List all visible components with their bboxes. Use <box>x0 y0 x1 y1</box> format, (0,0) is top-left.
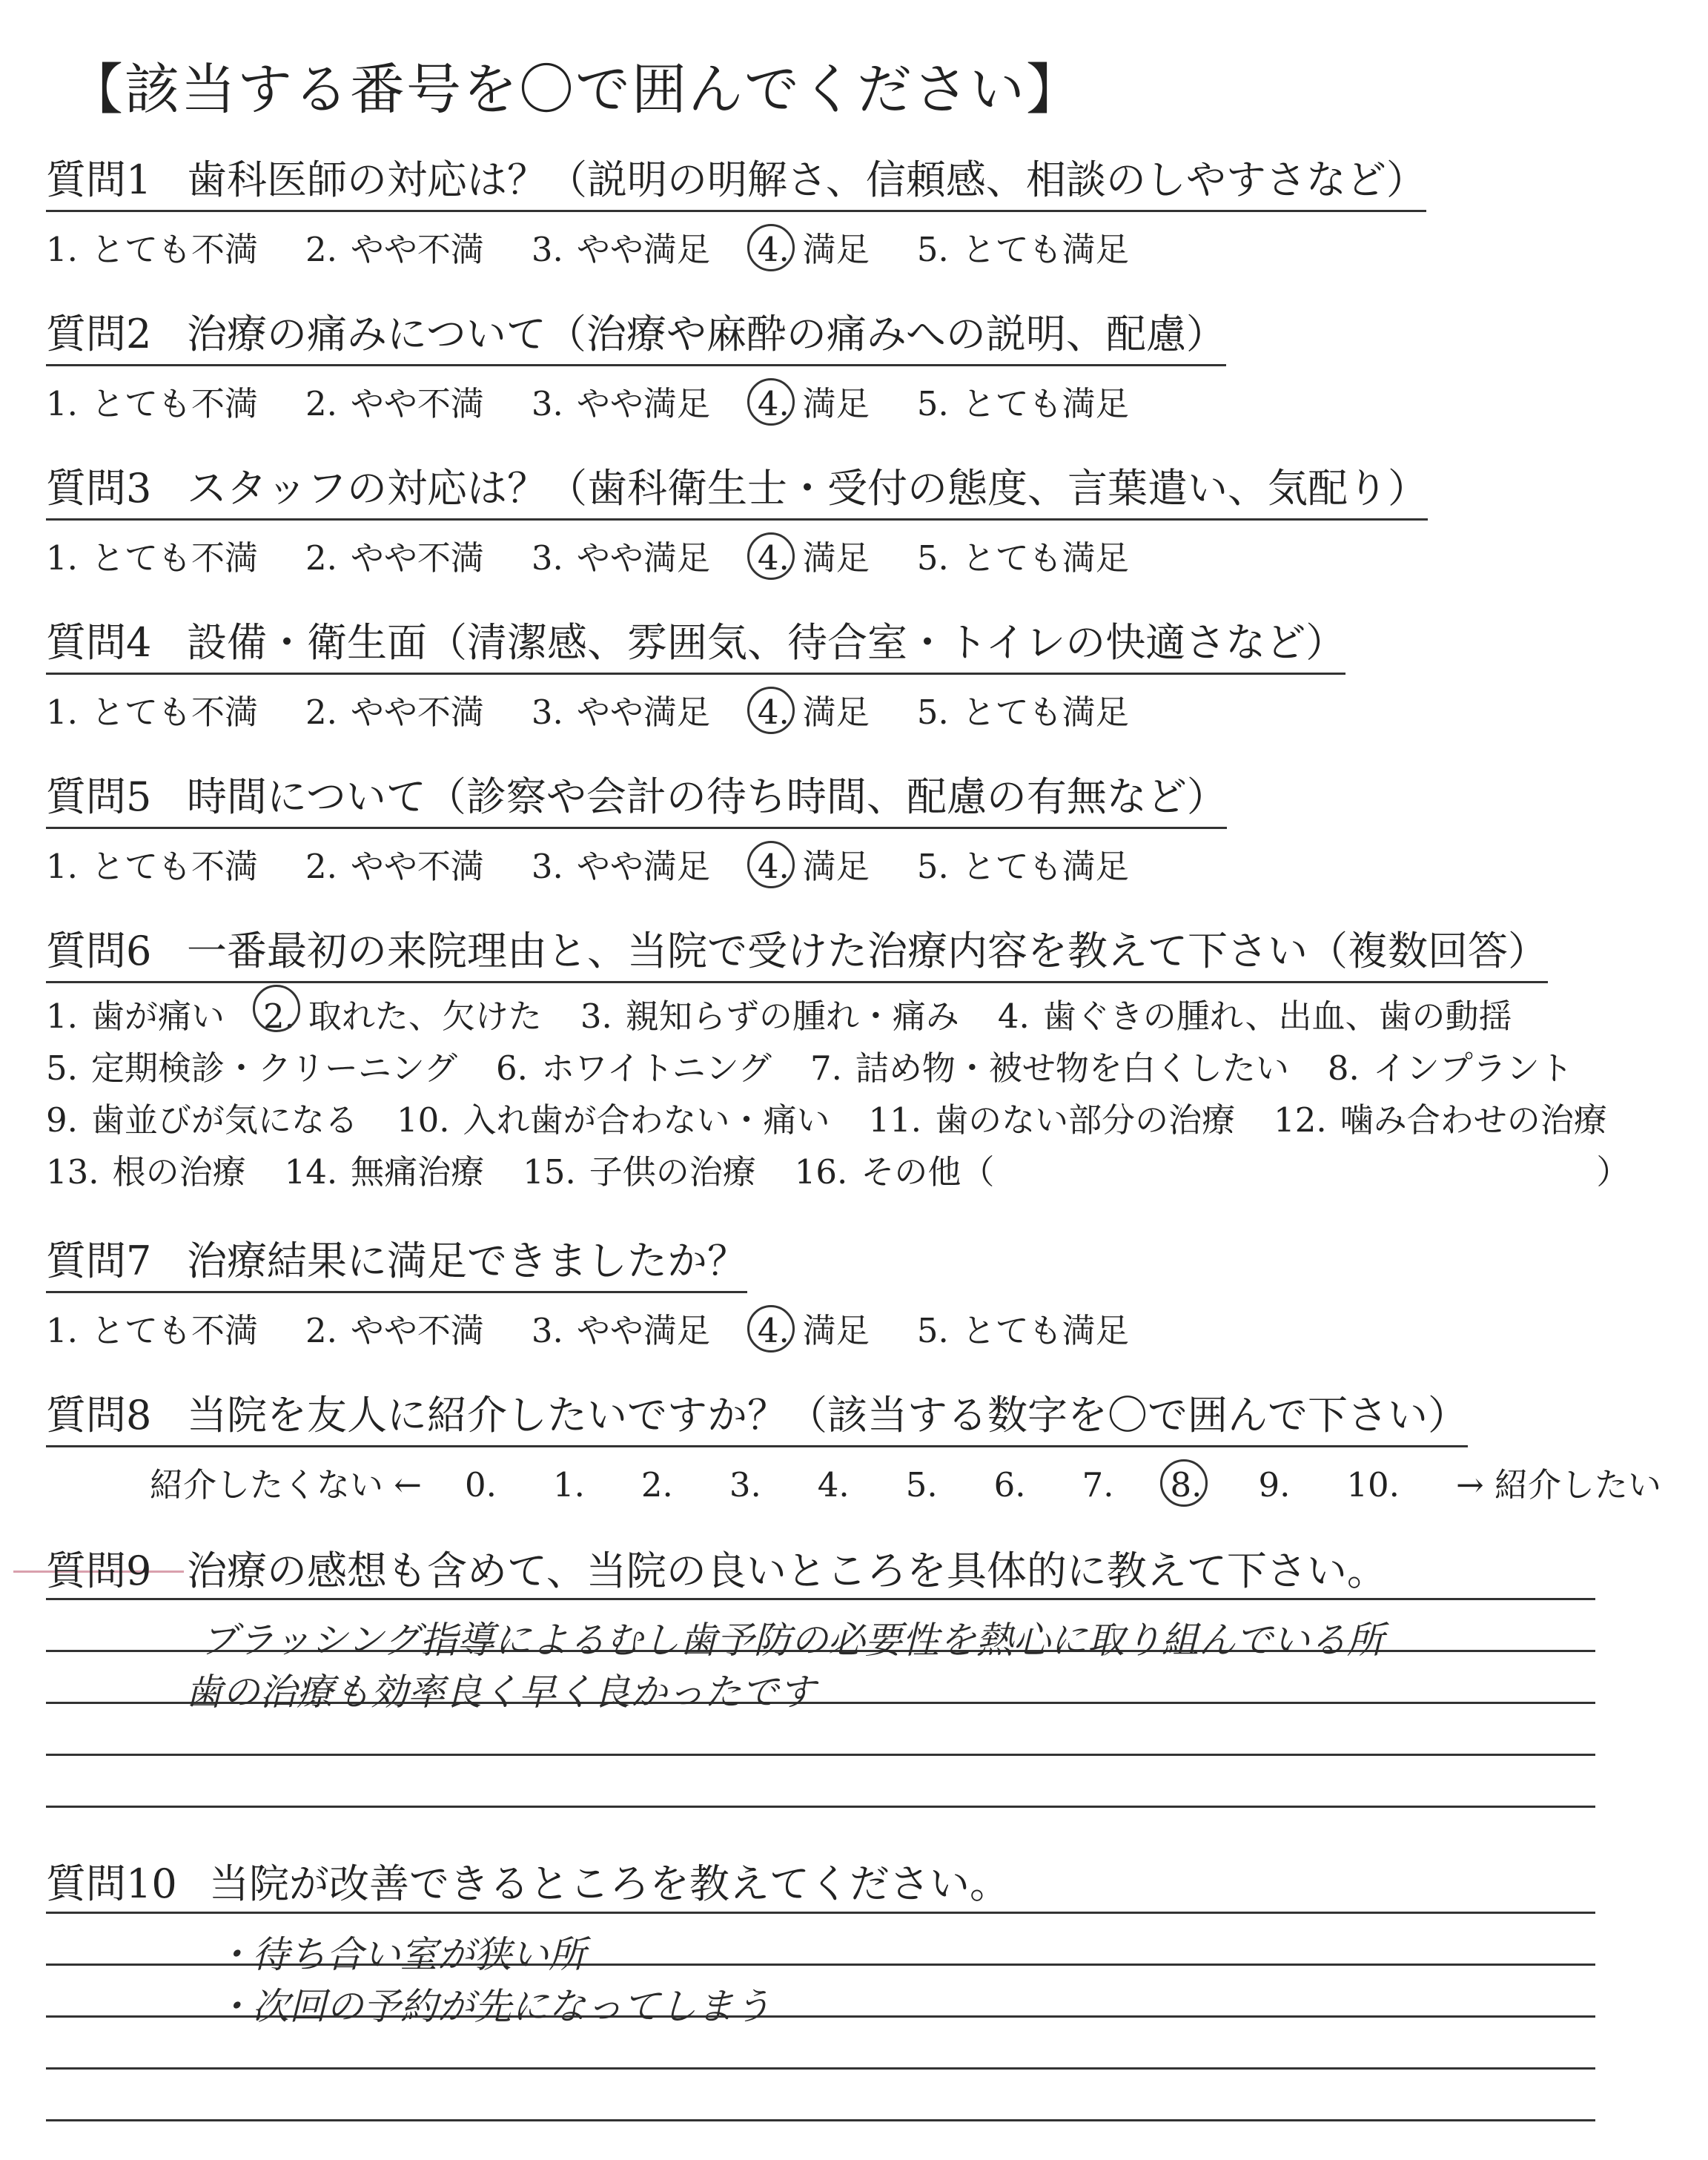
handwritten-answer-9-line-1: ブラッシング指導によるむし歯予防の必要性を熱心に取り組んでいる所 <box>200 1619 1384 1662</box>
option-label: やや満足 <box>576 1311 710 1350</box>
option-label: 定期検診・クリーニング <box>90 1048 458 1088</box>
question-9 <box>46 1539 1387 1596</box>
option-number: 5. <box>916 693 949 732</box>
option-label: インプラント <box>1372 1048 1573 1088</box>
option-number: 6. <box>496 1048 528 1088</box>
question-text: スタッフの対応は？（歯科衛生士・受付の態度、言葉遣い、気配り） <box>187 465 1428 512</box>
option-4 <box>758 531 870 579</box>
option-number: 6. <box>993 1465 1026 1505</box>
option-4 <box>758 377 870 425</box>
question-6 <box>46 919 1646 1198</box>
option-3 <box>532 685 710 733</box>
option-label: とても不満 <box>90 1311 258 1350</box>
option-number: 2. <box>305 384 337 423</box>
option-number: 3. <box>729 1465 761 1505</box>
option-number: 3. <box>531 230 563 269</box>
question-3 <box>46 457 1428 579</box>
option-1 <box>46 1304 258 1352</box>
option-label: 満足 <box>802 384 870 423</box>
option-label: 歯が痛い <box>90 997 225 1036</box>
option-label: とても満足 <box>961 230 1129 269</box>
option-number: 1. <box>46 997 78 1036</box>
question-8 <box>46 1384 1704 1506</box>
option-label: やや不満 <box>350 1311 484 1350</box>
option-5 <box>917 1304 1129 1352</box>
option-10 <box>397 1094 830 1146</box>
option-5 <box>917 222 1129 271</box>
option-number: 2. <box>305 847 337 886</box>
scale-5 <box>906 1465 951 1505</box>
option-label: とても不満 <box>90 538 258 578</box>
option-5 <box>917 531 1129 579</box>
option-number: 4. <box>757 230 790 269</box>
option-4 <box>998 991 1512 1043</box>
question-heading: 質問6 一番最初の来院理由と、当院で受けた治療内容を教えて下さい（複数回答） <box>46 919 1548 983</box>
option-number: 15. <box>523 1152 576 1192</box>
option-number: 16. <box>794 1152 848 1192</box>
question-7 <box>46 1229 1129 1352</box>
option-number: 3. <box>580 997 612 1036</box>
option-3 <box>532 1304 710 1352</box>
option-number: 2. <box>640 1465 673 1505</box>
option-3 <box>532 377 710 425</box>
option-number: 8. <box>1170 1465 1202 1505</box>
option-4 <box>758 685 870 733</box>
option-label: 詰め物・被せ物を白くしたい <box>855 1048 1289 1088</box>
question-number: 質問2 <box>46 311 152 357</box>
option-number: 2. <box>263 991 295 1043</box>
option-label: その他（ <box>861 1152 995 1192</box>
option-1 <box>46 839 258 888</box>
option-number: 1. <box>46 693 78 732</box>
option-label: やや不満 <box>350 693 484 732</box>
scale-right-label: → 紹介したい <box>1455 1465 1661 1505</box>
question-number: 質問3 <box>46 465 152 512</box>
question-heading: 質問8 当院を友人に紹介したいですか？（該当する数字を〇で囲んで下さい） <box>46 1384 1468 1447</box>
option-label: 噛み合わせの治療 <box>1340 1100 1607 1140</box>
option-label: 入れ歯が合わない・痛い <box>463 1100 830 1140</box>
question-heading <box>46 611 1345 675</box>
option-label: ホワイトニング <box>540 1048 772 1088</box>
scale-1 <box>553 1465 598 1505</box>
option-label: とても不満 <box>90 693 258 732</box>
question-number: 質問7 <box>46 1238 152 1284</box>
option-list <box>46 991 1646 1198</box>
option-5 <box>917 377 1129 425</box>
option-16 <box>795 1146 995 1198</box>
option-number: 7. <box>810 1048 842 1088</box>
option-5 <box>917 839 1129 888</box>
option-7 <box>810 1043 1289 1094</box>
handwritten-answer-10-line-2: ・次回の予約が先になってしまう <box>215 1985 771 2028</box>
option-number: 8. <box>1327 1048 1360 1088</box>
option-list <box>46 222 1426 271</box>
option-number: 13. <box>46 1152 99 1192</box>
option-number: 0. <box>465 1465 497 1505</box>
question-text: 時間について（診察や会計の待ち時間、配慮の有無など） <box>187 773 1227 820</box>
question-number: 質問4 <box>46 619 152 666</box>
option-label: やや不満 <box>350 230 484 269</box>
option-3 <box>580 991 959 1043</box>
question-1 <box>46 148 1426 271</box>
question-text: 歯科医師の対応は？（説明の明解さ、信頼感、相談のしやすさなど） <box>187 156 1426 203</box>
option-number: 14. <box>284 1152 338 1192</box>
option-label: とても満足 <box>961 847 1129 886</box>
option-2 <box>305 839 484 888</box>
question-heading <box>46 148 1426 212</box>
handwritten-answer-10-line-1: ・待ち合い室が狭い所 <box>215 1933 586 1976</box>
option-list <box>46 377 1226 425</box>
option-label: 親知らずの腫れ・痛み <box>625 997 959 1036</box>
option-list <box>46 1304 1129 1352</box>
scale-0-10 <box>46 1458 1704 1506</box>
scale-3 <box>729 1465 775 1505</box>
option-label: 歯のない部分の治療 <box>935 1100 1236 1140</box>
option-label: 歯並びが気になる <box>90 1100 358 1140</box>
option-number: 10. <box>396 1100 450 1140</box>
option-3 <box>532 531 710 579</box>
option-label: とても満足 <box>961 384 1129 423</box>
option-number: 3. <box>531 538 563 578</box>
option-label: 満足 <box>802 693 870 732</box>
option-number: 4. <box>757 384 790 423</box>
option-number: 9. <box>46 1100 78 1140</box>
option-number: 5. <box>916 847 949 886</box>
option-list <box>46 685 1345 733</box>
option-label: 歯ぐきの腫れ、出血、歯の動揺 <box>1042 997 1512 1036</box>
option-number: 5. <box>46 1048 78 1088</box>
option-2 <box>305 222 484 271</box>
option-1 <box>46 991 225 1043</box>
question-heading <box>46 457 1428 521</box>
scale-8 <box>1171 1465 1216 1505</box>
option-label: 満足 <box>802 1311 870 1350</box>
question-text: 治療結果に満足できましたか？ <box>187 1238 747 1284</box>
option-3 <box>532 839 710 888</box>
option-number: 1. <box>46 538 78 578</box>
option-number: 1. <box>46 847 78 886</box>
option-number: 2. <box>305 1311 337 1350</box>
option-list <box>46 839 1227 888</box>
scale-10 <box>1346 1465 1413 1505</box>
option-1 <box>46 531 258 579</box>
option-2 <box>263 991 542 1043</box>
option-2 <box>305 685 484 733</box>
option-number: 1. <box>46 230 78 269</box>
option-list <box>46 531 1428 579</box>
option-1 <box>46 222 258 271</box>
question-heading: 質問10 当院が改善できるところを教えてください。 <box>46 1860 1010 1907</box>
page-title: 【該当する番号を〇で囲んでください】 <box>68 58 1082 122</box>
option-number: 5. <box>905 1465 938 1505</box>
question-text: 設備・衛生面（清潔感、雰囲気、待合室・トイレの快適さなど） <box>187 619 1346 666</box>
option-13 <box>46 1146 246 1198</box>
option-number: 4. <box>757 847 790 886</box>
close-paren: ） <box>1596 1152 1630 1192</box>
option-number: 9. <box>1258 1465 1291 1505</box>
question-heading <box>46 303 1226 366</box>
option-row <box>46 1094 1646 1146</box>
option-number: 11. <box>868 1100 922 1140</box>
option-number: 7. <box>1082 1465 1114 1505</box>
question-10 <box>46 1852 1010 1909</box>
option-number: 3. <box>531 847 563 886</box>
option-number: 1. <box>46 1311 78 1350</box>
option-6 <box>496 1043 772 1094</box>
option-number: 2. <box>305 230 337 269</box>
option-row <box>46 1043 1646 1094</box>
option-1 <box>46 377 258 425</box>
scale-7 <box>1082 1465 1128 1505</box>
option-4 <box>758 839 870 888</box>
question-2 <box>46 303 1226 425</box>
option-label: やや不満 <box>350 384 484 423</box>
option-2 <box>305 1304 484 1352</box>
option-row <box>46 991 1646 1043</box>
option-5 <box>46 1043 457 1094</box>
option-label: 満足 <box>802 230 870 269</box>
option-2 <box>305 531 484 579</box>
option-5 <box>917 685 1129 733</box>
option-11 <box>869 1094 1236 1146</box>
option-label: 満足 <box>802 538 870 578</box>
option-14 <box>285 1146 485 1198</box>
scale-2 <box>641 1465 686 1505</box>
option-number: 4. <box>757 538 790 578</box>
option-label: 無痛治療 <box>351 1152 485 1192</box>
option-4 <box>758 222 870 271</box>
option-label: やや不満 <box>350 538 484 578</box>
scale-4 <box>818 1465 863 1505</box>
question-text: 治療の痛みについて（治療や麻酔の痛みへの説明、配慮） <box>187 311 1226 357</box>
option-label: 満足 <box>802 847 870 886</box>
option-label: 子供の治療 <box>589 1152 756 1192</box>
option-label: やや満足 <box>576 847 710 886</box>
option-number: 5. <box>916 230 949 269</box>
question-4 <box>46 611 1345 733</box>
option-number: 1. <box>46 384 78 423</box>
option-number: 2. <box>305 538 337 578</box>
option-number: 1. <box>552 1465 585 1505</box>
option-label: とても不満 <box>90 384 258 423</box>
option-number: 3. <box>531 693 563 732</box>
option-label: とても不満 <box>90 230 258 269</box>
option-2 <box>305 377 484 425</box>
option-label: 取れた、欠けた <box>308 997 542 1036</box>
option-number: 2. <box>305 693 337 732</box>
option-label: やや不満 <box>350 847 484 886</box>
question-5 <box>46 765 1227 888</box>
option-number: 4. <box>817 1465 850 1505</box>
option-12 <box>1274 1094 1607 1146</box>
option-label: とても満足 <box>961 538 1129 578</box>
option-number: 3. <box>531 1311 563 1350</box>
option-9 <box>46 1094 358 1146</box>
option-label: とても満足 <box>961 693 1129 732</box>
option-8 <box>1328 1043 1573 1094</box>
handwritten-answer-9-line-2: 歯の治療も効率良く早く良かったです <box>185 1671 815 1714</box>
option-3 <box>532 222 710 271</box>
option-number: 4. <box>757 1311 790 1350</box>
option-number: 10. <box>1346 1465 1400 1505</box>
question-heading: 質問9 治療の感想も含めて、当院の良いところを具体的に教えて下さい。 <box>46 1548 1387 1594</box>
option-number: 4. <box>997 997 1030 1036</box>
option-number: 12. <box>1274 1100 1327 1140</box>
scale-left-label: 紹介したくない ← <box>150 1465 423 1505</box>
question-heading <box>46 765 1227 829</box>
scale-0 <box>465 1465 510 1505</box>
option-number: 3. <box>531 384 563 423</box>
scale-6 <box>994 1465 1039 1505</box>
scale-9 <box>1258 1465 1303 1505</box>
option-1 <box>46 685 258 733</box>
option-4 <box>758 1304 870 1352</box>
option-number: 5. <box>916 384 949 423</box>
question-number: 質問1 <box>46 156 152 203</box>
question-number: 質問5 <box>46 773 152 820</box>
option-label: やや満足 <box>576 384 710 423</box>
question-heading <box>46 1229 747 1293</box>
option-row <box>46 1146 1646 1198</box>
option-label: とても満足 <box>961 1311 1129 1350</box>
option-label: やや満足 <box>576 230 710 269</box>
option-number: 4. <box>757 693 790 732</box>
option-15 <box>523 1146 756 1198</box>
option-label: やや満足 <box>576 538 710 578</box>
option-label: とても不満 <box>90 847 258 886</box>
option-number: 5. <box>916 538 949 578</box>
option-label: 根の治療 <box>112 1152 246 1192</box>
option-number: 5. <box>916 1311 949 1350</box>
option-label: やや満足 <box>576 693 710 732</box>
